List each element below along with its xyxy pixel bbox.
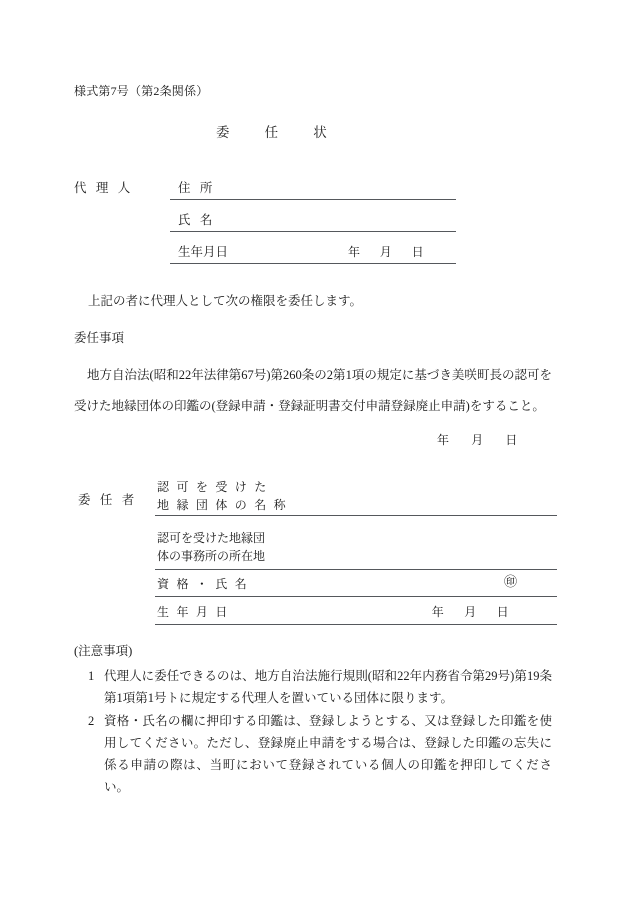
note-text: 代理人に委任できるのは、地方自治法施行規則(昭和22年内務省令第29号)第19条第1項第1号トに規定する代理人を置いている団体に限ります。 <box>104 669 552 705</box>
notes-list <box>74 665 552 799</box>
table-row <box>155 470 557 516</box>
agent-address-row <box>170 174 456 200</box>
notes-heading: (注意事項) <box>74 644 133 658</box>
agent-birthdate-label: 生年月日 <box>178 245 229 259</box>
delegated-matters-body: 地方自治法(昭和22年法律第67号)第260条の2第1項の規定に基づき美咲町長の認可を受けた地縁団体の印鑑の(登録申請・登録証明書交付申請登録廃止申請)をすること。 <box>74 368 552 413</box>
table-row <box>155 597 557 625</box>
signer-section-label: 委任者 <box>78 493 144 507</box>
page-title: 委任状 <box>216 125 362 140</box>
agent-name-row <box>170 206 456 232</box>
list-item <box>74 665 552 709</box>
delegated-matters-heading: 委任事項 <box>74 331 125 345</box>
agent-section-label: 代理人 <box>74 181 140 195</box>
note-number: 1 <box>88 669 95 683</box>
agent-birthdate-row <box>170 238 456 264</box>
form-number: 様式第7号（第2条関係） <box>74 84 209 98</box>
delegation-statement: 上記の者に代理人として次の権限を委任します。 <box>88 294 363 308</box>
note-text: 資格・氏名の欄に押印する印鑑は、登録しようとする、又は登録した印鑑を使用してください。ただし、登録廃止申請をする場合は、登録した印鑑の忘失に係る申請の際は、当町において登録されている個人の印鑑を押印してください。 <box>104 714 552 794</box>
agent-address-label: 住所 <box>178 181 222 195</box>
agent-birthdate-year-month-day-markers: 年月日 <box>348 245 444 259</box>
seal-stamp-icon: ㊞ <box>503 574 517 589</box>
qualification-name-caption: 資格・氏名 <box>157 577 255 591</box>
table-row <box>155 516 557 570</box>
org-address-caption-line1: 認可を受けた地縁団 <box>157 531 266 545</box>
agent-name-label: 氏名 <box>178 213 222 227</box>
org-address-caption-line2: 体の事務所の所在地 <box>157 549 266 563</box>
org-name-caption-line1: 認可を受けた <box>157 480 274 494</box>
signing-date-markers: 年月日 <box>437 433 540 447</box>
list-item <box>74 710 552 798</box>
org-name-caption-line2: 地縁団体の名称 <box>157 498 294 512</box>
signer-birthdate-year-month-day-markers: 年月日 <box>431 605 529 619</box>
org-address-caption <box>157 529 265 565</box>
note-number: 2 <box>88 714 95 728</box>
table-row <box>155 570 557 597</box>
signer-birthdate-caption: 生年月日 <box>157 605 235 619</box>
signer-table <box>155 470 557 625</box>
org-name-caption <box>157 478 293 514</box>
